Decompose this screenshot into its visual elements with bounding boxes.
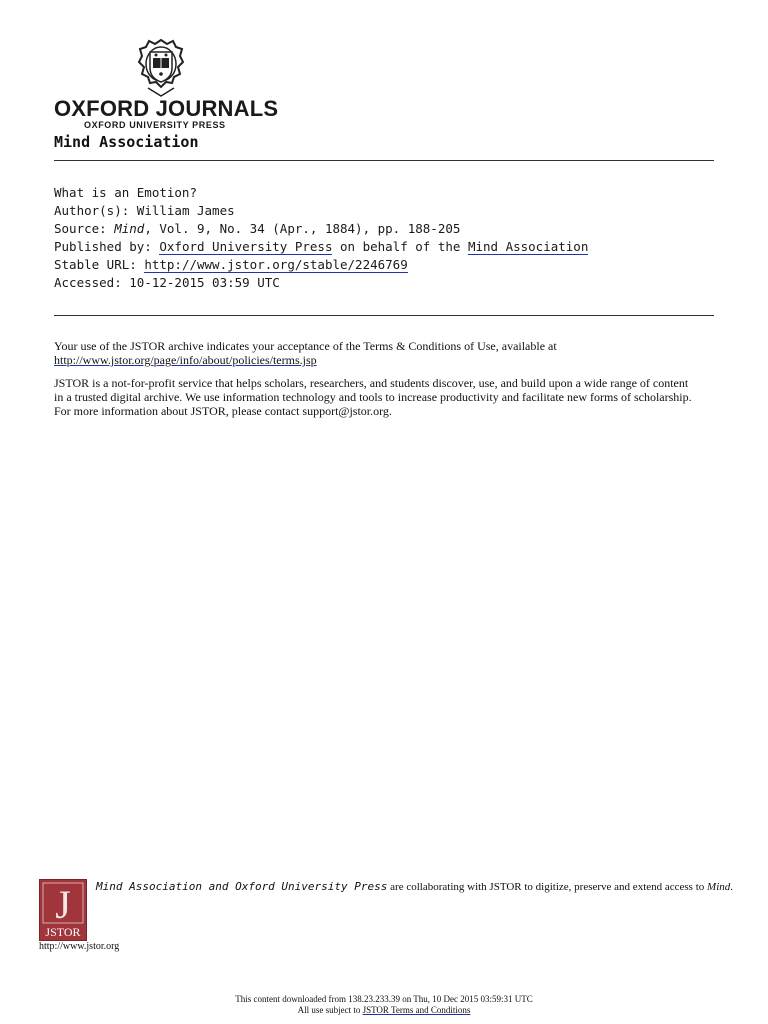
terms-paragraph — [54, 339, 714, 367]
authors-value: William James — [136, 203, 235, 218]
divider-top — [54, 160, 714, 161]
collaboration-end: . — [730, 881, 734, 893]
on-behalf-text: on behalf of the — [340, 239, 461, 254]
source-details: , Vol. 9, No. 34 (Apr., 1884), pp. 188-205 — [144, 221, 461, 236]
jstor-logo-icon[interactable] — [39, 879, 87, 941]
download-info: This content downloaded from 138.23.233.39 on Thu, 10 Dec 2015 03:59:31 UTC — [235, 994, 533, 1004]
society-name: Mind Association — [54, 133, 199, 151]
terms-prefix: All use subject to — [297, 1005, 363, 1015]
source-line — [54, 220, 588, 238]
authors-label: Author(s): — [54, 203, 130, 218]
terms-text: Your use of the JSTOR archive indicates your acceptance of the Terms & Conditions of Use, available at — [54, 339, 557, 353]
association-link[interactable]: Mind Association — [467, 239, 589, 254]
publisher-title: OXFORD JOURNALS — [54, 96, 279, 121]
source-label: Source: — [54, 221, 107, 236]
stable-url-link[interactable]: http://www.jstor.org/stable/2246769 — [144, 257, 408, 272]
collaboration-journal: Mind — [707, 881, 731, 893]
jstor-logo-text: JSTOR — [45, 925, 81, 939]
terms-link[interactable]: http://www.jstor.org/page/info/about/policies/terms.jsp — [54, 353, 317, 367]
authors-line — [54, 202, 588, 220]
accessed-value: 10-12-2015 03:59 UTC — [129, 275, 280, 290]
terms-footer-line — [0, 1005, 768, 1016]
oxford-crest-icon — [136, 38, 186, 98]
about-line-3: For more information about JSTOR, please contact support@jstor.org. — [54, 404, 392, 418]
accessed-line — [54, 274, 588, 292]
jstor-url-link[interactable]: http://www.jstor.org — [39, 941, 120, 952]
published-label: Published by: — [54, 239, 152, 254]
collaboration-text: are collaborating with JSTOR to digitize, preserve and extend access to — [387, 881, 708, 893]
stable-url-label: Stable URL: — [54, 257, 137, 272]
accessed-label: Accessed: — [54, 275, 122, 290]
svg-text:J: J — [55, 882, 71, 927]
stable-url-line — [54, 256, 588, 274]
download-footer — [0, 994, 768, 1016]
published-line — [54, 238, 588, 256]
jstor-terms-link[interactable]: JSTOR Terms and Conditions — [362, 1005, 471, 1015]
collaboration-parties: Mind Association and Oxford University Press — [96, 880, 388, 893]
about-paragraph — [54, 376, 714, 418]
about-line-1: JSTOR is a not-for-profit service that helps scholars, researchers, and students discover, use, and build upon a wide range of content — [54, 376, 689, 390]
collaboration-note — [96, 880, 733, 893]
citation-block — [54, 184, 588, 292]
divider-bottom — [54, 315, 714, 316]
about-line-2: in a trusted digital archive. We use information technology and tools to increase productivity and facilitate new forms of scholarship. — [54, 390, 692, 404]
source-journal: Mind — [114, 221, 145, 236]
article-title: What is an Emotion? — [54, 185, 197, 200]
publisher-subtitle: OXFORD UNIVERSITY PRESS — [84, 120, 226, 130]
terms-notice — [54, 339, 714, 427]
publisher-link[interactable]: Oxford University Press — [159, 239, 333, 254]
